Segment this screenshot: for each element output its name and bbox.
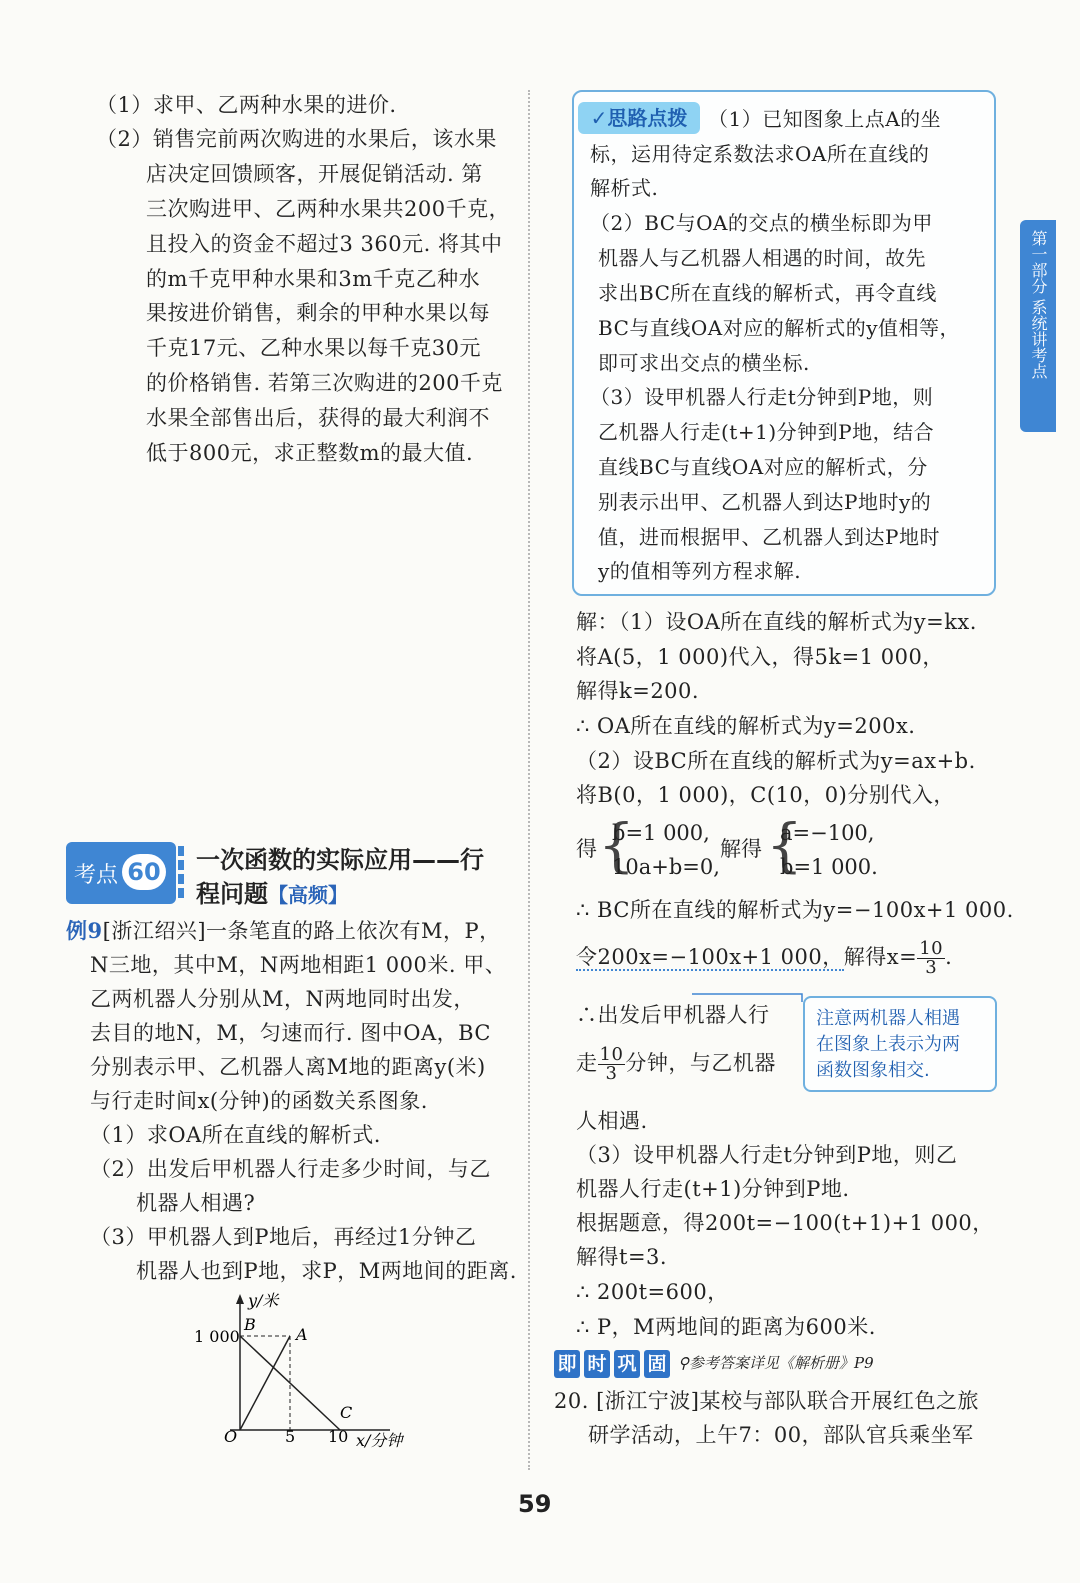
question-1: （1）求甲、乙两种水果的进价. bbox=[96, 93, 397, 117]
hint-line: （1）已知图象上点A的坐 bbox=[708, 107, 942, 131]
example-question: 机器人也到P地，求P，M两地间的距离. bbox=[136, 1259, 517, 1283]
link-icon: ⚲ bbox=[678, 1354, 689, 1372]
system-sol: a=−100, bbox=[780, 821, 875, 845]
fraction-den: 3 bbox=[605, 1063, 618, 1084]
equation-underline: 令200x=−100x+1 000， bbox=[576, 945, 844, 969]
hint-line: BC与直线OA对应的解析式的y值相等， bbox=[598, 316, 961, 340]
question-2-line: 三次购进甲、乙两种水果共200千克， bbox=[146, 197, 511, 221]
kaodian-title-line2 bbox=[196, 874, 348, 909]
system-eq: 10a+b=0, bbox=[612, 855, 720, 879]
system-jiede: 解得 bbox=[720, 837, 762, 861]
hint-line: （2）BC与OA的交点的横坐标即为甲 bbox=[590, 211, 933, 235]
kaodian-title-line1: 一次函数的实际应用——行 bbox=[196, 846, 484, 874]
kaodian-number: 60 bbox=[122, 854, 166, 890]
example-line: N三地，其中M，N两地相距1 000米. 甲、 bbox=[90, 953, 507, 977]
note-connector bbox=[690, 986, 810, 1006]
hint-line: 求出BC所在直线的解析式，再令直线 bbox=[598, 281, 937, 305]
question-2-line: 的价格销售. 若第三次购进的200千克 bbox=[146, 371, 503, 395]
hint-line: （3）设甲机器人行走t分钟到P地，则 bbox=[590, 385, 934, 409]
line-OA bbox=[240, 1336, 290, 1430]
hint-line: 别表示出甲、乙机器人到达P地时y的 bbox=[598, 490, 932, 514]
question-2-line: 低于800元，求正整数m的最大值. bbox=[146, 441, 474, 465]
system-sol: b=1 000. bbox=[780, 855, 878, 879]
solution-line: 将A(5，1 000)代入，得5k=1 000， bbox=[576, 645, 944, 669]
point-A: A bbox=[296, 1325, 308, 1344]
example-question: （3）甲机器人到P地后，再经过1分钟乙 bbox=[90, 1225, 477, 1249]
example-question: （2）出发后甲机器人行走多少时间，与乙 bbox=[90, 1157, 491, 1181]
point-C: C bbox=[340, 1403, 353, 1422]
system-eq: b=1 000, bbox=[612, 821, 710, 845]
hint-line: 机器人与乙机器人相遇的时间，故先 bbox=[598, 246, 926, 270]
solution-line: 将B(0，1 000)，C(10，0)分别代入， bbox=[576, 783, 955, 807]
example-question: （1）求OA所在直线的解析式. bbox=[90, 1123, 381, 1147]
solution-line: ∴出发后甲机器人行 bbox=[576, 1003, 770, 1027]
question-2-line: 水果全部售出后，获得的最大利润不 bbox=[146, 406, 490, 430]
page-number: 59 bbox=[518, 1490, 552, 1518]
note-line: 注意两机器人相遇 bbox=[816, 1008, 960, 1029]
solution-text: 分钟，与乙机器 bbox=[625, 1051, 776, 1075]
hint-line: 值，进而根据甲、乙机器人到达P地时 bbox=[598, 525, 940, 549]
solution-line: 解得k=200. bbox=[576, 679, 700, 703]
y-axis-label: y/米 bbox=[248, 1291, 279, 1310]
question-20-line: 研学活动，上午7：00，部队官兵乘坐军 bbox=[588, 1423, 974, 1447]
hint-line: y的值相等列方程求解. bbox=[598, 559, 802, 583]
hint-title-text: 思路点拨 bbox=[607, 106, 688, 130]
x-tick-10: 10 bbox=[328, 1427, 349, 1446]
solution-line: ∴ P，M两地间的距离为600米. bbox=[576, 1315, 876, 1339]
solution-line: 根据题意，得200t=−100(t+1)+1 000， bbox=[576, 1211, 994, 1235]
solution-line: ∴ OA所在直线的解析式为y=200x. bbox=[576, 714, 916, 738]
practice-char: 固 bbox=[644, 1350, 670, 1378]
example-line: 与行走时间x(分钟)的函数关系图象. bbox=[90, 1089, 428, 1113]
solution-line: 解得t=3. bbox=[576, 1245, 668, 1269]
brace-left: { bbox=[598, 811, 635, 879]
note-line: 函数图象相交. bbox=[816, 1060, 930, 1081]
system-de: 得 bbox=[576, 837, 597, 861]
practice-char: 即 bbox=[554, 1350, 580, 1378]
solution-line bbox=[576, 940, 952, 977]
question-2-line: 果按进价销售，剩余的甲种水果以每 bbox=[146, 301, 490, 325]
question-2-line: 且投入的资金不超过3 360元. 将其中 bbox=[146, 232, 503, 256]
note-line: 在图象上表示为两 bbox=[816, 1034, 960, 1055]
example-line: 去目的地N，M，匀速而行. 图中OA，BC bbox=[90, 1021, 491, 1045]
hint-line: 直线BC与直线OA对应的解析式，分 bbox=[598, 455, 928, 479]
example-label: 例9 bbox=[66, 918, 103, 943]
example-question: 机器人相遇? bbox=[136, 1191, 256, 1215]
solution-line: 机器人行走(t+1)分钟到P地. bbox=[576, 1177, 850, 1201]
solution-line: 人相遇. bbox=[576, 1109, 648, 1133]
example-text: [浙江绍兴]一条笔直的路上依次有M，P， bbox=[102, 919, 501, 943]
question-2-line: 店决定回馈顾客，开展促销活动. 第 bbox=[146, 162, 483, 186]
side-tab-text: 第一部分 系统讲考点 bbox=[1029, 230, 1048, 380]
solution-text: . bbox=[945, 945, 953, 969]
kaodian-label: 考点 bbox=[74, 863, 119, 888]
solution-line: 解：（1）设OA所在直线的解析式为y=kx. bbox=[576, 610, 977, 634]
frequency-badge: 【高频】 bbox=[268, 883, 348, 907]
solution-line: ∴ 200t=600， bbox=[576, 1280, 729, 1304]
hint-line: 解析式. bbox=[590, 176, 659, 200]
side-tab bbox=[1020, 220, 1056, 432]
solution-line: （2）设BC所在直线的解析式为y=ax+b. bbox=[576, 749, 976, 773]
question-2-line: 千克17元、乙种水果以每千克30元 bbox=[146, 336, 481, 360]
fraction bbox=[917, 940, 945, 977]
practice-char: 时 bbox=[584, 1350, 610, 1378]
hint-line: 标，运用待定系数法求OA所在直线的 bbox=[590, 142, 930, 166]
hint-line: 乙机器人行走(t+1)分钟到P地，结合 bbox=[598, 420, 935, 444]
solution-line: （3）设甲机器人行走t分钟到P地，则乙 bbox=[576, 1143, 958, 1167]
question-2-line: 的m千克甲种水果和3m千克乙种水 bbox=[146, 267, 481, 291]
function-graph bbox=[190, 1290, 420, 1460]
kaodian-title-text: 程问题 bbox=[196, 880, 268, 908]
question-20-line: 20. [浙江宁波]某校与部队联合开展红色之旅 bbox=[554, 1389, 979, 1413]
solution-line bbox=[576, 1046, 776, 1083]
kaodian-badge bbox=[66, 842, 176, 904]
origin-label: O bbox=[224, 1427, 238, 1446]
kaodian-bars bbox=[178, 846, 184, 902]
hint-title: ✓思路点拨 bbox=[578, 102, 700, 134]
fraction bbox=[598, 1046, 626, 1083]
y-axis-arrow bbox=[236, 1294, 244, 1304]
example-line bbox=[66, 914, 501, 948]
solution-line: ∴ BC所在直线的解析式为y=−100x+1 000. bbox=[576, 898, 1014, 922]
practice-char: 巩 bbox=[614, 1350, 640, 1378]
answer-reference-text: 参考答案详见《解析册》P9 bbox=[689, 1354, 874, 1372]
example-line: 乙两机器人分别从M，N两地同时出发， bbox=[90, 987, 475, 1011]
question-2-line: （2）销售完前两次购进的水果后，该水果 bbox=[96, 127, 497, 151]
answer-reference bbox=[678, 1352, 874, 1373]
fraction-num: 10 bbox=[599, 1044, 624, 1065]
solution-text: 解得x= bbox=[843, 945, 918, 969]
brace-right: { bbox=[766, 811, 803, 879]
y-tick-1000: 1 000 bbox=[194, 1327, 240, 1346]
fraction-num: 10 bbox=[919, 938, 944, 959]
column-divider bbox=[528, 90, 530, 1470]
point-B: B bbox=[244, 1315, 256, 1334]
example-line: 分别表示甲、乙机器人离M地的距离y(米) bbox=[90, 1055, 486, 1079]
fraction-den: 3 bbox=[925, 957, 938, 978]
x-axis-label: x/分钟 bbox=[356, 1431, 403, 1450]
hint-line: 即可求出交点的横坐标. bbox=[598, 351, 810, 375]
solution-text: 走 bbox=[576, 1051, 598, 1075]
x-tick-5: 5 bbox=[285, 1427, 296, 1446]
